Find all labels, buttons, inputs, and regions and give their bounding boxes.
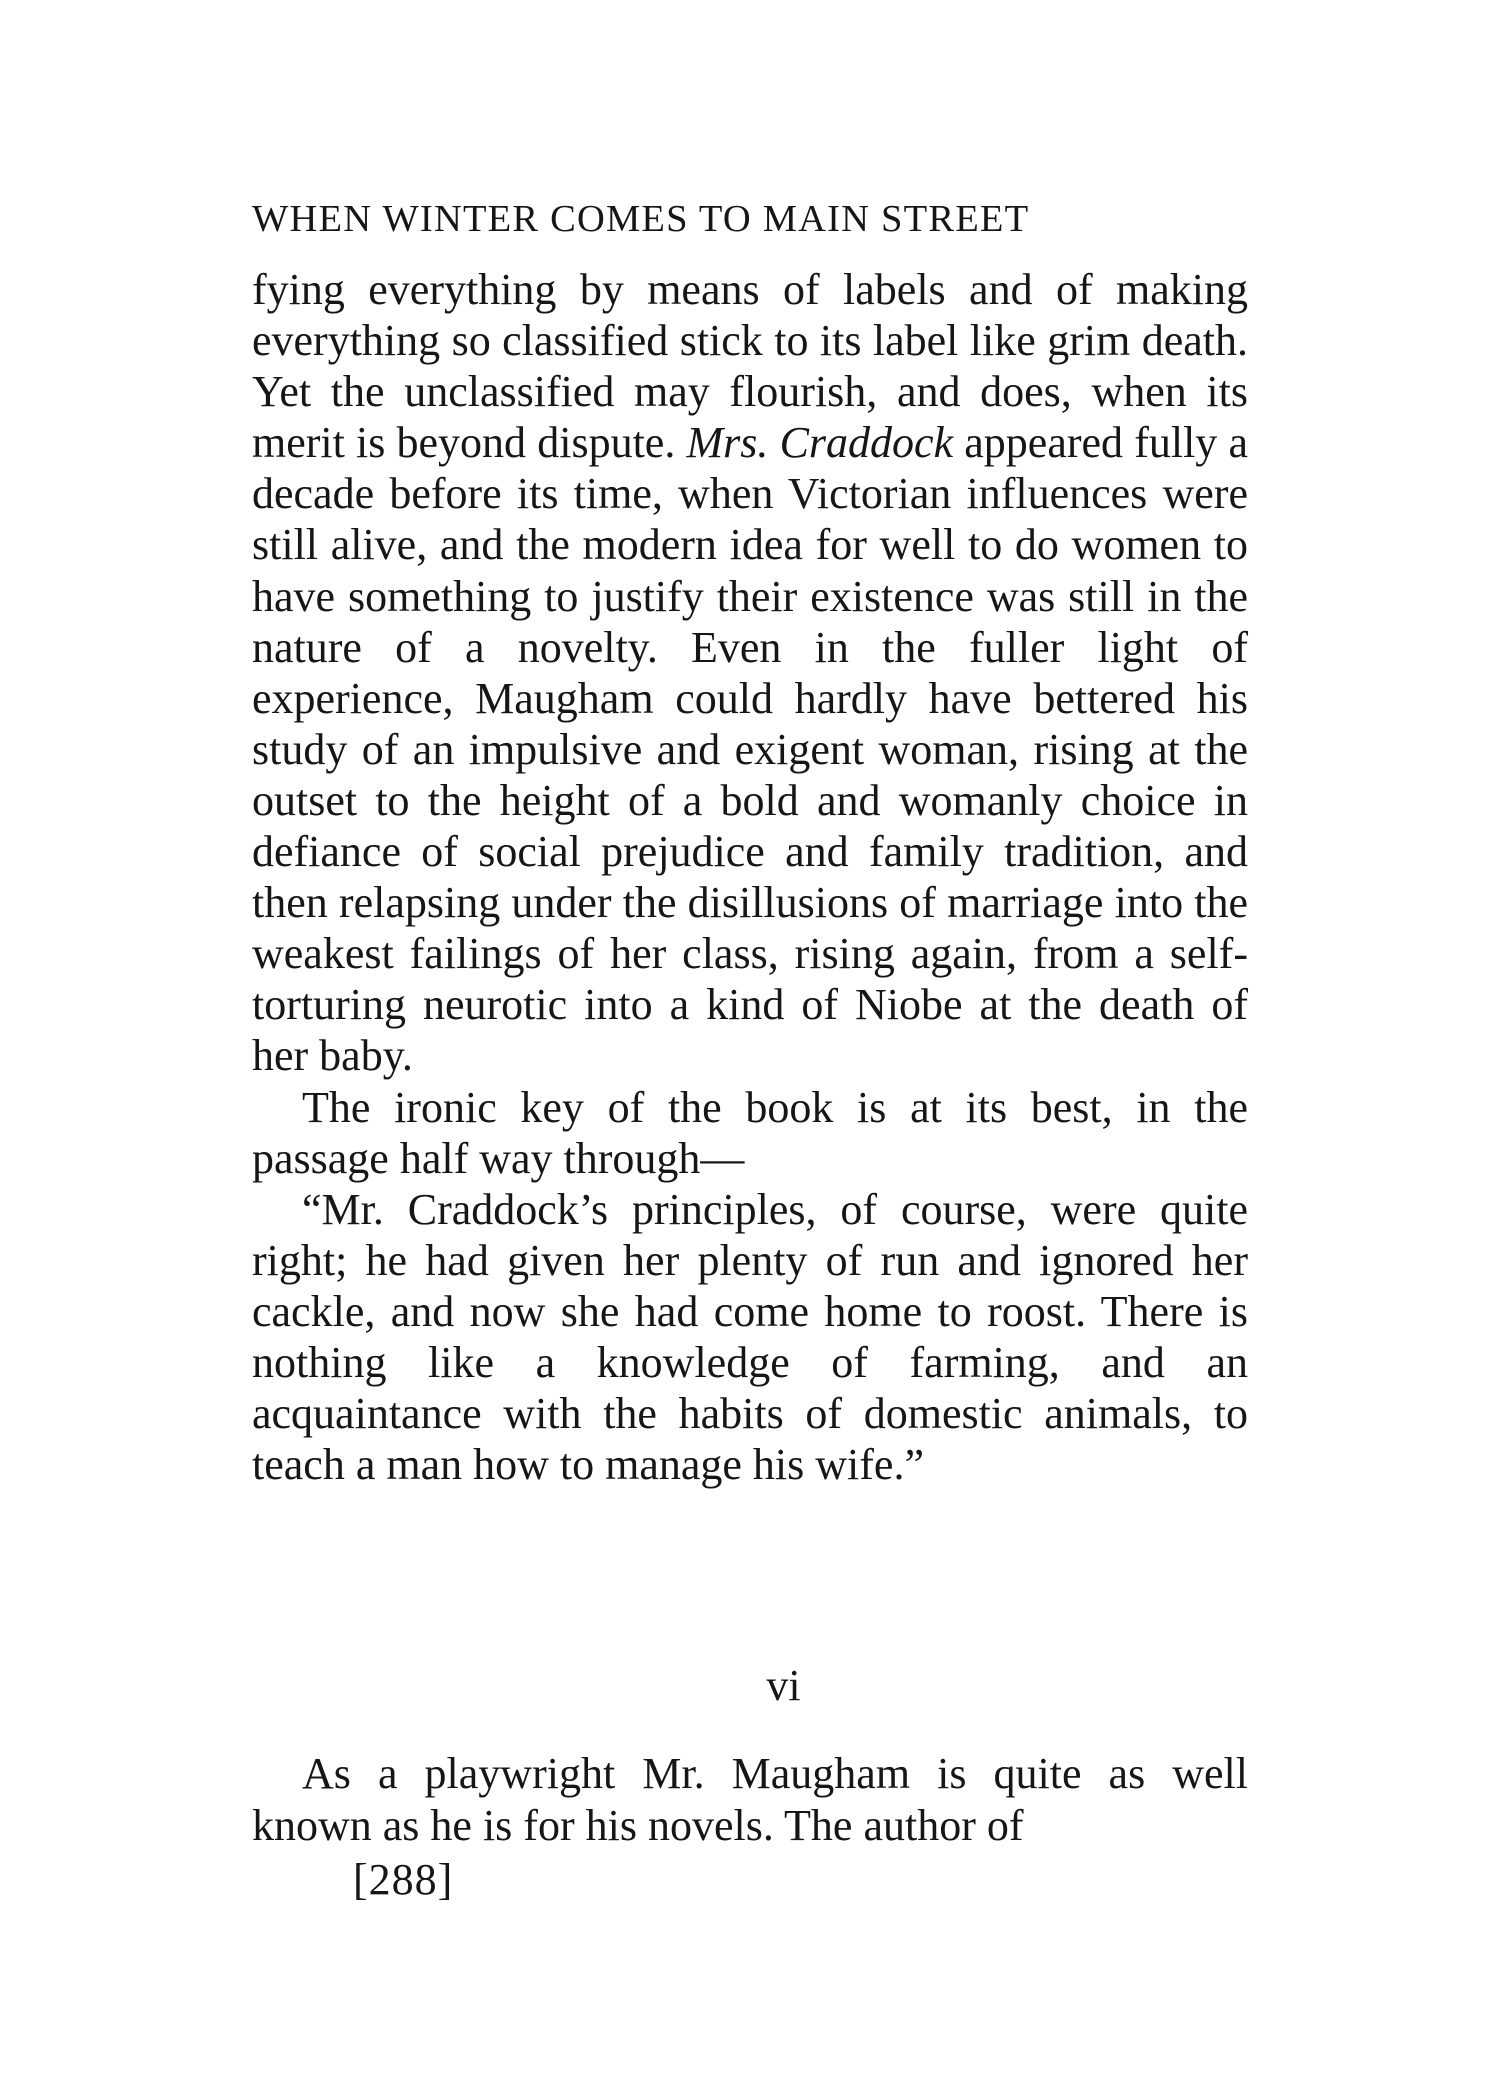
paragraph-4: As a playwright Mr. Maugham is quite as well known as he is for his novels. The author of [252,1749,1248,1850]
paragraph-2: The ironic key of the book is at its best, in the passage half way through— [252,1082,1248,1183]
book-title-italic: Mrs. Craddock [686,418,954,468]
body-text-after-heading [252,1748,1248,1851]
section-heading: vi [766,1661,801,1710]
body-text [252,264,1248,1490]
paragraph-1-text-start: fying everything by means of labels and of making everything so classified stick to its label like grim death. Yet the unclassified may flourish, and does, when its merit is beyond dispute. [252,265,1248,468]
running-head: WHEN WINTER COMES TO MAIN STREET [252,198,1030,240]
paragraph-1 [252,264,1248,1082]
paragraph-1-text-end: appeared fully a decade before its time, when Victorian influences were still alive, and the modern idea for well to do women to have something to justify their existence was still in the nature of a novelty. Even in the fuller light of experience, Maugham could hardly have bettered his study of an impulsive and exigent woman, rising at the outset to the height of a bold and womanly choice in defiance of social prejudice and family tradition, and then relapsing under the disillusions of marriage into the weakest failings of her class, rising again, from a self-torturing neurotic into a kind of Niobe at the death of her baby. [252,418,1248,1081]
paragraph-3-quotation: “Mr. Craddock’s principles, of course, were quite right; he had given her plenty of run and ignored her cackle, and now she had come home to roost. There is nothing like a knowledge of farming, and an acquaintance with the habits of domestic animals, to teach a man how to manage his wife.” [252,1184,1248,1490]
page-number: [288] [353,1855,454,1904]
